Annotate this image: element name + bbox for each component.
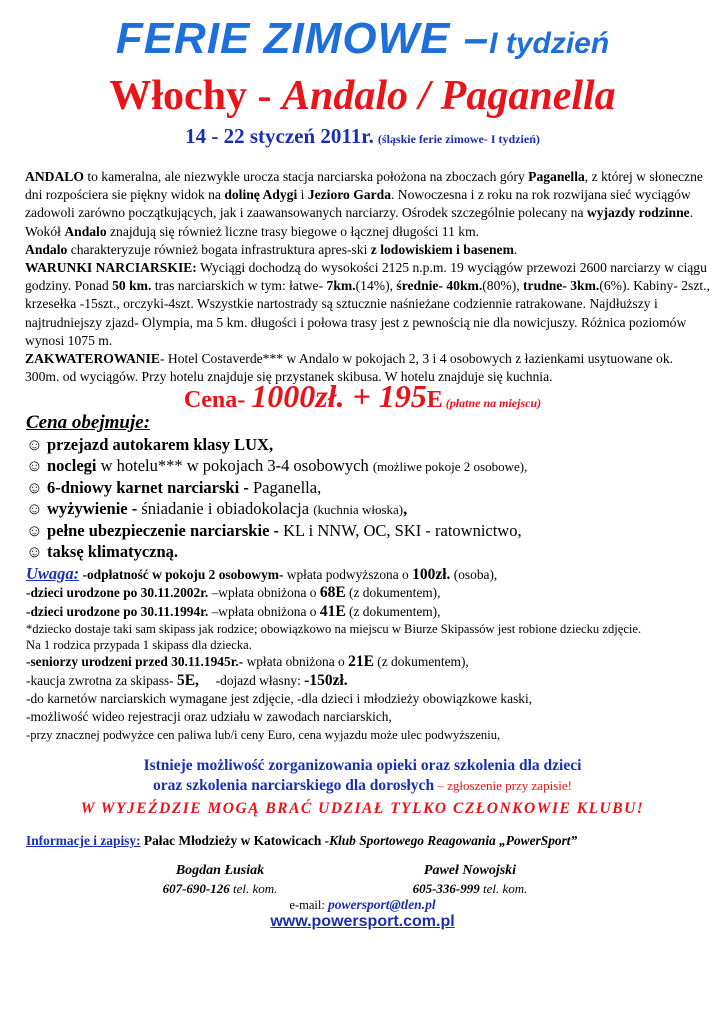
text: taksę klimatyczną. [46,542,179,561]
text: Wyciągi dochodzą do wysokości 2125 n.p.m. 19 wyciągów przewozi 2600 narciarzy w ciągu godziny. Ponad [25,260,707,294]
title-week: I tydzień [489,27,610,60]
contact-pawel [370,862,570,898]
price-amount: 1000zł. + 195 [251,378,427,414]
text: . [513,241,518,257]
contact-phone [120,880,320,898]
text: -dzieci urodzone po 30.11.2002r. [26,585,209,601]
email-label: e-mail: [289,898,328,912]
note-line [26,565,716,584]
resort: Andalo / Paganella [281,73,616,119]
text: w hotelu*** w pokojach 3-4 osobowych [96,456,373,475]
info-link[interactable]: Informacje i zapisy: [26,833,141,848]
smiley-icon: ☺ [26,542,43,561]
email-line [0,897,725,913]
text: ANDALO [25,169,84,184]
text: średnie- 40km. [396,278,483,294]
text: tel. kom. [479,881,528,896]
apres-ski-paragraph [25,241,710,259]
price-label: Cena- [183,387,252,413]
title-ferie-zimowe [0,14,725,64]
text: 50 km. [112,278,152,294]
note-line: -do karnetów narciarskich wymagane jest zdjęcie, -dla dzieci i młodzieży obowiązkowe kaski, [26,691,533,707]
note-line: -możliwość wideo rejestracji oraz udziału w zawodach narciarskich, [26,709,392,725]
text: (możliwe pokoje 2 osobowe), [372,459,528,474]
text: Paganella, [248,478,322,497]
text: -kaucja zwrotna za skipass- [26,672,177,688]
text: znajdują się również liczne trasy biegowe o łącznej długości 11 km. [106,223,480,239]
text: -odpłatność w pokoju 2 osobowym- [79,567,284,582]
info-place: Pałac Młodzieży w Katowicach [140,833,325,848]
text: ZAKWATEROWANIE [25,351,160,367]
text: , z której w słoneczne dni rozpościera sie piękny widok na [25,169,703,203]
text: . Wokół [25,205,694,239]
list-item [26,520,716,541]
text: 7km. [326,278,356,294]
note-line [26,603,716,621]
text: przejazd autokarem klasy LUX, [46,435,274,454]
text: wyżywienie - [46,499,138,518]
text: trudne- 3km. [523,278,600,294]
note-line [26,584,716,602]
smiley-icon: ☺ [26,499,43,518]
list-item [26,541,716,562]
text: (z dokumentem), [345,585,441,601]
text: Andalo [64,223,107,239]
contact-phone [370,880,570,898]
text: -seniorzy urodzeni przed 30.11.1945r.- [26,654,244,670]
price-currency: E [426,387,443,413]
text: -dojazd własny: [198,672,305,688]
text: 6-dniowy karnet narciarski - [46,478,249,497]
dates: 14 - 22 styczeń 2011r. [185,124,374,148]
text: 5E, [176,671,199,689]
training-line-2 [0,776,725,796]
text: (z dokumentem), [373,654,469,670]
text: i [297,187,308,203]
text: tel. kom. [229,881,278,896]
text: noclegi [46,456,97,475]
description-paragraph [25,168,710,241]
text: Jezioro Garda [307,187,391,203]
text: . Nowoczesna i z roku na rok rozwijana sieć wyciągów zadowoli zarówno początkujących, jak i zaawansowanych narciarzy. Ośrodek szczególnie polecany na [25,187,691,221]
text: to kameralna, ale niezwykle urocza stacja narciarska położona na zboczach góry [83,169,529,184]
list-item [26,434,716,455]
text: charakteryzuje również bogata infrastruktura apres-ski [67,241,371,257]
text: (osoba), [450,567,498,582]
title-main: FERIE ZIMOWE – [115,14,490,63]
dates-line [0,124,725,149]
country: Włochy - [109,73,282,119]
contact-name: Bogdan Łusiak [175,863,265,878]
text: tras narciarskich w tym: łatwe- [151,278,327,294]
text: 607-690-126 [162,881,230,896]
notes [26,565,716,743]
text: 605-336-999 [412,881,480,896]
notes-heading: Uwaga: [26,564,80,583]
dates-note: (śląskie ferie zimowe- I tydzień) [377,132,540,146]
text: pełne ubezpieczenie narciarskie - [46,521,280,540]
note-line: *dziecko dostaje taki sam skipass jak rodzice; obowiązkowo na miejscu w Biurze Skipassów jest robione dziecku zdjęcie. [26,622,642,637]
text: z lodowiskiem i basenem [370,241,514,257]
text: (6%). Kabiny- 2szt., krzesełka -15szt., orczyki-4szt. Wszystkie nartostrady są sztucznie naśnieżane codziennie ratrakowane. Najdłuższy i najtrudniejszy zjazd- Olympia, ma 5 km. długości i połowa trasy jest z pewnością nie dla nowicjuszy. Różnica poziomów wynosi 1075 m. [25,278,710,348]
text: 100zł. [412,566,451,583]
list-item [26,455,716,477]
text: 41E [319,602,346,620]
text: oraz szkolenia narciarskiego dla dorosłych [153,777,435,794]
contact-bogdan [120,862,320,898]
text: śniadanie i obiadokolacja [137,499,314,518]
text: –wpłata obniżona o [208,603,320,619]
text: (80%), [482,278,524,294]
text: –wpłata obniżona o [208,585,320,601]
website-link[interactable]: www.powersport.com.pl [270,913,455,930]
club-name: -Klub Sportowego Reagowania „PowerSport” [324,833,578,848]
text: KL i NNW, OC, SKI - ratownictwo, [279,521,522,540]
text: -150zł. [304,671,348,689]
destination-title [0,72,725,120]
text: (kuchnia włoska) [313,502,404,517]
text: (14%), [355,278,397,294]
price-includes [26,412,716,562]
text: - Hotel Costaverde*** w Andalo w pokojach 2, 3 i 4 osobowych z łazienkami usytuowane ok. 300m. od wyciągów. Przy hotelu znajduje się przystanek skibusa. W hotelu znajduje się kuchnia. [25,351,674,385]
smiley-icon: ☺ [26,521,43,540]
text: -dzieci urodzone po 30.11.1994r. [26,603,209,619]
list-item [26,477,716,498]
ski-conditions-paragraph [25,259,710,350]
training-line-1: Istnieje możliwość zorganizowania opieki oraz szkolenia dla dzieci [143,757,582,774]
smiley-icon: ☺ [26,478,43,497]
text: 21E [348,653,374,671]
note-line [26,653,716,671]
text: 68E [319,584,346,602]
description [25,168,710,386]
smiley-icon: ☺ [26,456,43,475]
text: wpłata podwyższona o [283,567,413,582]
email-address[interactable]: powersport@tlen.pl [327,897,436,912]
smiley-icon: ☺ [26,435,43,454]
list-item [26,498,716,520]
contact-name: Paweł Nowojski [423,863,517,878]
text: wpłata obniżona o [243,654,349,670]
price-note: (płatne na miejscu) [442,396,542,410]
text: Paganella [528,169,585,184]
text: WARUNKI NARCIARSKIE: [25,260,197,276]
training-info [0,756,725,796]
note-line: Na 1 rodzica przypada 1 skipass dla dziecka. [26,638,252,653]
text: Andalo [25,241,68,257]
info-line [26,833,577,849]
text: , [403,499,408,518]
note-line: -przy znacznej podwyżce cen paliwa lub/i ceny Euro, cena wyjazdu może ulec podwyższeniu, [26,727,501,742]
text: dolinę Adygi [224,187,298,203]
price-line [0,378,725,415]
note-line [26,672,716,690]
includes-heading: Cena obejmuje: [26,412,151,433]
text: – zgłoszenie przy zapisie! [434,778,572,793]
members-only-notice: W WYJEŹDZIE MOGĄ BRAĆ UDZIAŁ TYLKO CZŁONKOWIE KLUBU! [80,800,645,817]
text: wyjazdy rodzinne [586,205,690,221]
text: (z dokumentem), [345,603,441,619]
